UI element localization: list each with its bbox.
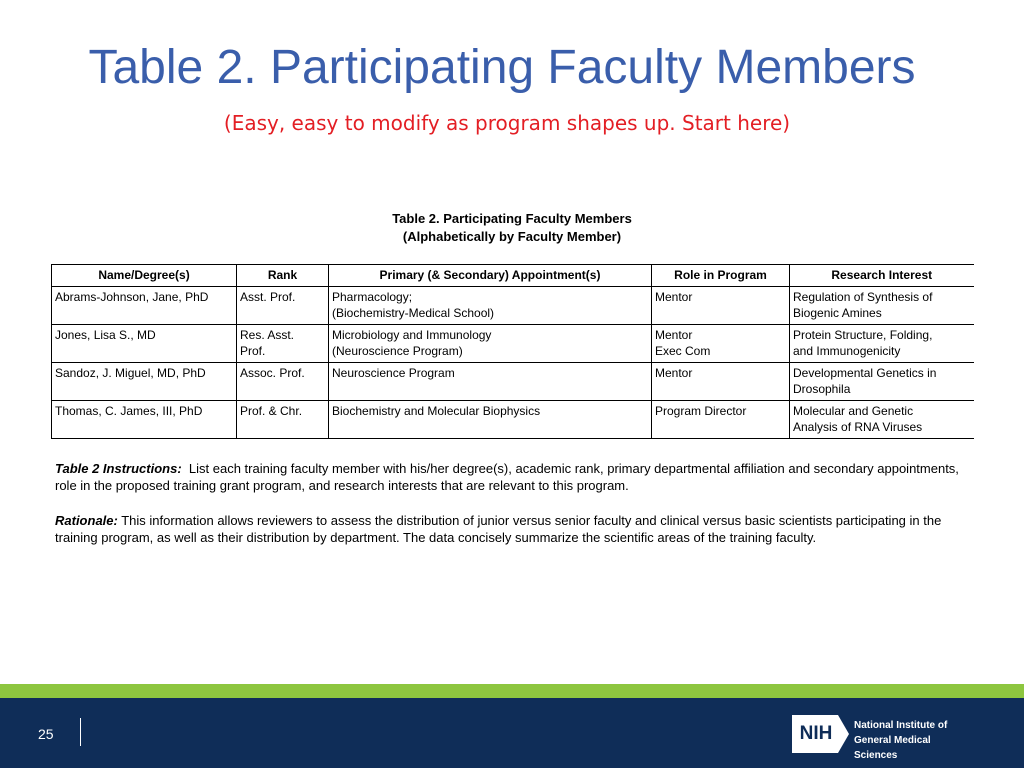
cell-name: Thomas, C. James, III, PhD [52,401,237,439]
cell-line: Neuroscience Program [332,366,455,380]
slide-number: 25 [38,726,54,742]
institute-name-line1: National Institute of [854,720,948,731]
cell-line: Developmental Genetics in [793,366,937,380]
cell-line: Pharmacology; [332,290,413,304]
footer-divider [80,718,81,746]
cell-line: Assoc. Prof. [240,366,305,380]
instructions-paragraph [55,460,965,494]
cell-line: (Biochemistry-Medical School) [332,306,495,320]
table-row [52,325,974,363]
cell-line: Mentor [655,328,693,342]
cell-appointment [329,287,652,325]
accent-band [0,684,1024,698]
column-header-role: Role in Program [652,265,790,287]
cell-role [652,325,790,363]
cell-rank [237,401,329,439]
institute-name-line2: General Medical Sciences [854,735,931,761]
cell-line: Molecular and Genetic [793,404,914,418]
cell-line: and Immunogenicity [793,344,901,358]
cell-role [652,287,790,325]
faculty-table [51,264,974,439]
cell-name: Abrams-Johnson, Jane, PhD [52,287,237,325]
rationale-label: Rationale: [55,513,118,528]
cell-appointment [329,401,652,439]
nih-logo-text: NIH [799,723,833,744]
table-header-row [52,265,974,287]
cell-line: Protein Structure, Folding, [793,328,933,342]
cell-research [790,287,974,325]
cell-line: Program Director [655,404,747,418]
instructions-label: Table 2 Instructions: [55,461,182,476]
cell-line: Prof. [240,344,266,358]
cell-name: Jones, Lisa S., MD [52,325,237,363]
cell-appointment [329,325,652,363]
slide-subtitle: (Easy, easy to modify as program shapes up. Start here) [223,111,791,135]
table-row [52,287,974,325]
cell-line: Asst. Prof. [240,290,296,304]
cell-line: Mentor [655,290,693,304]
table-row [52,401,974,439]
rationale-paragraph [55,512,965,546]
cell-role [652,363,790,401]
cell-line: Biogenic Amines [793,306,882,320]
cell-research [790,363,974,401]
nih-logo [792,715,974,761]
cell-line: Microbiology and Immunology [332,328,492,342]
table-caption-subtitle: (Alphabetically by Faculty Member) [402,229,622,244]
cell-research [790,401,974,439]
table-caption [352,210,672,246]
column-header-name: Name/Degree(s) [52,265,237,287]
column-header-research: Research Interest [790,265,974,287]
institute-name [854,718,974,763]
rationale-text: This information allows reviewers to assess the distribution of junior versus senior faculty and clinical versus basic scientists participating in the training program, as well as their distribution by department. The data concisely summarize the scientific areas of the training faculty. [55,513,942,545]
table-caption-title: Table 2. Participating Faculty Members [392,211,632,226]
cell-line: Biochemistry and Molecular Biophysics [332,404,541,418]
cell-line: Drosophila [793,382,851,396]
cell-line: Mentor [655,366,693,380]
table-row [52,363,974,401]
cell-rank [237,363,329,401]
cell-line: Analysis of RNA Viruses [793,420,923,434]
cell-line: (Neuroscience Program) [332,344,463,358]
cell-line: Exec Com [655,344,711,358]
cell-line: Regulation of Synthesis of [793,290,933,304]
cell-appointment [329,363,652,401]
cell-name: Sandoz, J. Miguel, MD, PhD [52,363,237,401]
cell-research [790,325,974,363]
instructions-text: List each training faculty member with his/her degree(s), academic rank, primary departmental affiliation and secondary appointments, role in the proposed training grant program, and research interests that are relevant to this program. [55,461,959,493]
column-header-rank: Rank [237,265,329,287]
instructions-block [55,460,965,564]
slide-title: Table 2. Participating Faculty Members [88,41,916,94]
cell-line: Prof. & Chr. [240,404,303,418]
cell-rank [237,325,329,363]
cell-rank [237,287,329,325]
cell-role [652,401,790,439]
column-header-appointment: Primary (& Secondary) Appointment(s) [329,265,652,287]
cell-line: Res. Asst. [240,328,295,342]
